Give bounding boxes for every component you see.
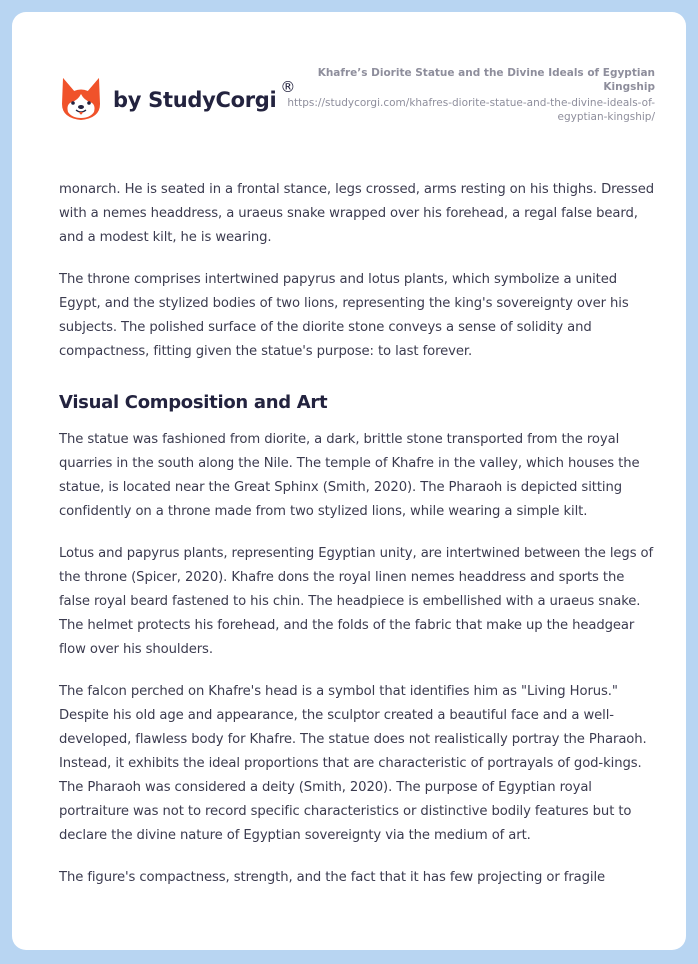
paragraph: Lotus and papyrus plants, representing Egyptian unity, are intertwined between the legs of the throne (Spicer, 2020). Khafre dons the royal linen nemes headdress and sports the false royal beard fastened to his chin. The headpiece is embellished with a uraeus snake. The helmet protects his forehead, and the folds of the fabric that make up the headgear flow over his shoulders. (59, 546, 654, 657)
brand-name: by StudyCorgi (113, 88, 277, 112)
document-card (12, 12, 686, 950)
paragraph: monarch. He is seated in a frontal stance, legs crossed, arms resting on his thighs. Dressed with a nemes headdress, a uraeus snake wrapped over his forehead, a regal false beard, and a modest kilt, he is wearing. (59, 182, 654, 245)
paragraph: The figure's compactness, strength, and the fact that it has few projecting or fragile (59, 870, 606, 885)
paragraph: The statue was fashioned from diorite, a dark, brittle stone transported from the royal quarries in the south along the Nile. The temple of Khafre in the valley, which houses the statue, is located near the Great Sphinx (Smith, 2020). The Pharaoh is depicted sitting confidently on a throne made from two stylized lions, while wearing a simple kilt. (59, 432, 640, 519)
section-heading: Visual Composition and Art (59, 392, 328, 413)
paragraph: The falcon perched on Khafre's head is a symbol that identifies him as "Living Horus." Despite his old age and appearance, the sculptor created a beautiful face and a well-developed, flawless body for Khafre. The statue does not realistically portray the Pharaoh. Instead, it exhibits the ideal proportions that are characteristic of portrayals of god-kings. The Pharaoh was considered a deity (Smith, 2020). The purpose of Egyptian royal portraiture was not to record specific characteristics or distinctive bodily features but to declare the divine nature of Egyptian sovereignty via the medium of art. (59, 684, 647, 843)
article-body (59, 178, 659, 908)
registered-mark: ® (280, 78, 296, 96)
document-meta (275, 66, 655, 124)
document-title: Khafre’s Diorite Statue and the Divine Ideals of Egyptian Kingship (317, 67, 655, 93)
document-url[interactable]: https://studycorgi.com/khafres-diorite-statue-and-the-divine-ideals-of-egyptian-kingship/ (287, 97, 655, 123)
page-header (12, 12, 686, 162)
paragraph: The throne comprises intertwined papyrus and lotus plants, which symbolize a united Egypt, and the stylized bodies of two lions, representing the king's sovereignty over his subjects. The polished surface of the diorite stone conveys a sense of solidity and compactness, fitting given the statue's purpose: to last forever. (59, 272, 629, 359)
studycorgi-logo[interactable] (60, 76, 295, 122)
corgi-logo-icon (60, 76, 102, 122)
